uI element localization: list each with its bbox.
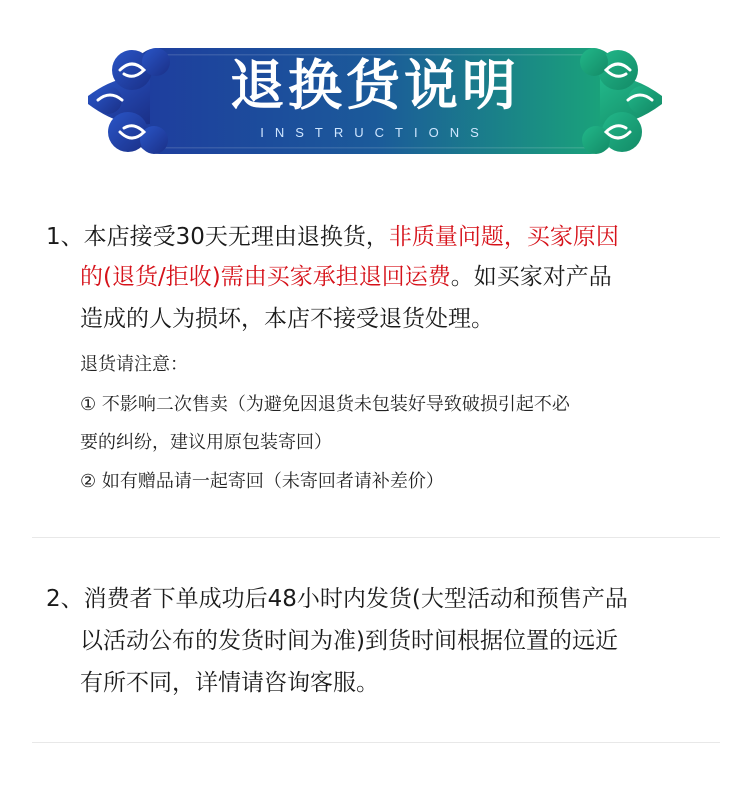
note-item-2: ② 如有赠品请一起寄回（未寄回者请补差价） [80,471,444,492]
item-1-number: 1、 [46,224,84,250]
item-2-line-3: 有所不同，详情请咨询客服。 [80,670,379,696]
item-2-number: 2、 [46,586,84,612]
item-1-text-b: 非质量问题，买家原因 [388,224,619,250]
note-item-1-line-1: ① 不影响二次售卖（为避免因退货未包装好导致破损引起不必 [80,394,570,415]
item-1-line-3: 造成的人为损坏，本店不接受退货处理。 [80,306,494,332]
item-1-line-2 [80,262,612,292]
page-subtitle: INSTRUCTIONS [260,125,490,140]
item-2-text-1: 消费者下单成功后48小时内发货(大型活动和预售产品 [83,586,628,612]
item-1-line-1 [46,222,619,252]
divider [32,537,720,538]
item-1-text-c: 的(退货/拒收)需由买家承担退回运费 [80,264,451,290]
page-title: 退换货说明 [230,54,520,117]
note-item-1-line-2: 要的纠纷，建议用原包装寄回） [80,432,332,453]
item-1-text-a: 本店接受30天无理由退换货， [83,224,389,250]
item-2-line-1 [46,584,628,614]
header-banner [0,0,750,170]
divider [32,742,720,743]
notes-heading: 退货请注意： [80,354,188,375]
item-2-line-2: 以活动公布的发货时间为准)到货时间根据位置的远近 [80,628,618,654]
item-1-text-d: 。如买家对产品 [450,264,612,290]
